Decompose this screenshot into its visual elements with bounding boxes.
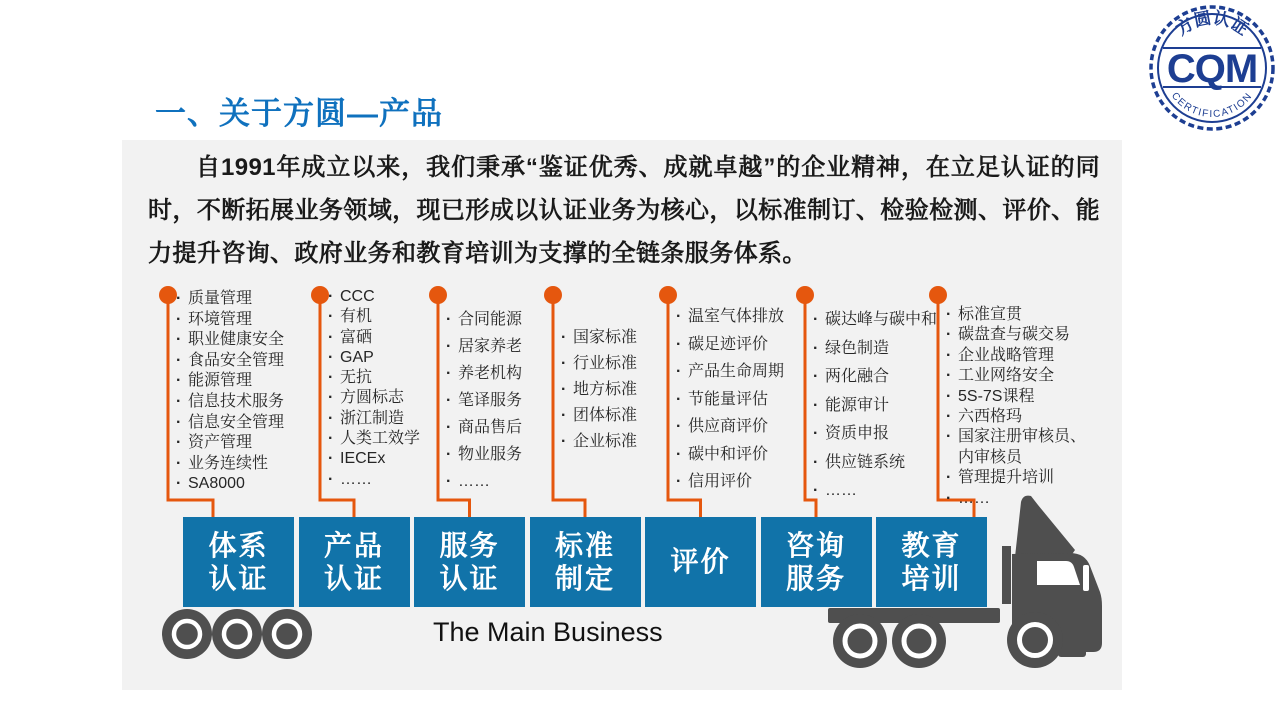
truck-cab xyxy=(1012,553,1102,652)
service-column xyxy=(175,289,325,495)
list-item: · GAP xyxy=(327,348,457,368)
business-box-label: 教育 xyxy=(901,529,962,561)
connector-dot xyxy=(929,286,947,304)
list-item: · …… xyxy=(945,489,1097,509)
service-column xyxy=(560,325,675,455)
business-box-label: 体系 xyxy=(208,529,269,561)
connector-dot xyxy=(796,286,814,304)
business-box-label: 认证 xyxy=(323,563,384,594)
front-wheels-icon xyxy=(162,609,312,659)
list-item: · 信用评价 xyxy=(675,468,810,496)
list-item: · 食品安全管理 xyxy=(175,351,325,372)
business-box xyxy=(299,517,410,607)
list-item: · 碳中和评价 xyxy=(675,441,810,469)
list-item: · 职业健康安全 xyxy=(175,330,325,351)
service-column xyxy=(945,305,1097,509)
truck-exhaust xyxy=(1002,546,1011,604)
page-title: 一、关于方圆—产品 xyxy=(155,96,443,131)
business-box-label: 认证 xyxy=(208,563,269,594)
list-item: · CCC xyxy=(327,287,457,307)
business-box-label: 标准 xyxy=(554,529,615,561)
list-item: · 温室气体排放 xyxy=(675,303,810,331)
intro-paragraph: 自1991年成立以来，我们秉承“鉴证优秀、成就卓越”的企业精神，在立足认证的同时，不断拓展业务领域，现已形成以认证业务为核心，以标准制订、检验检测、评价、能力提升咨询、政府业务和教育培训为支撑的全链条服务体系。 xyxy=(148,154,1100,267)
content-panel xyxy=(122,140,1122,690)
business-box xyxy=(414,517,525,607)
business-box-label: 认证 xyxy=(439,563,500,594)
list-item: · 供应链系统 xyxy=(812,449,962,478)
list-item: · 业务连续性 xyxy=(175,454,325,475)
main-business-caption: The Main Business xyxy=(433,617,663,647)
list-item: · 物业服务 xyxy=(445,441,570,468)
service-column xyxy=(445,306,570,495)
list-item: · 质量管理 xyxy=(175,289,325,310)
business-box xyxy=(183,517,294,607)
list-item: · 能源管理 xyxy=(175,371,325,392)
business-box-label: 咨询 xyxy=(785,529,846,561)
list-item: · 六西格玛 xyxy=(945,407,1097,427)
connector-dot xyxy=(659,286,677,304)
list-item: · 企业战略管理 xyxy=(945,346,1097,366)
logo-arc-bottom-text: CERTIFICATION xyxy=(1168,90,1256,121)
list-item: · 节能量评估 xyxy=(675,386,810,414)
business-box xyxy=(761,517,872,607)
list-item: · 碳足迹评价 xyxy=(675,331,810,359)
list-item: · 碳盘查与碳交易 xyxy=(945,325,1097,345)
truck-door-line xyxy=(1083,565,1089,591)
list-item: · 地方标准 xyxy=(560,377,675,403)
list-item: · 国家注册审核员、内审核员 xyxy=(945,427,1097,468)
list-item: · 养老机构 xyxy=(445,360,570,387)
list-item: · …… xyxy=(327,470,457,490)
service-column xyxy=(812,306,962,506)
list-item: · 国家标准 xyxy=(560,325,675,351)
cab-wheel-icon xyxy=(1007,612,1063,668)
list-item: · 合同能源 xyxy=(445,306,570,333)
list-item: · 富硒 xyxy=(327,328,457,348)
list-item: · 居家养老 xyxy=(445,333,570,360)
business-box-label: 制定 xyxy=(554,563,615,594)
list-item: · 信息技术服务 xyxy=(175,392,325,413)
list-item: · 标准宣贯 xyxy=(945,305,1097,325)
list-item: · 行业标准 xyxy=(560,351,675,377)
list-item: · 商品售后 xyxy=(445,414,570,441)
list-item: · 能源审计 xyxy=(812,392,962,421)
truck-bumper xyxy=(1058,637,1086,657)
business-box-label: 服务 xyxy=(439,529,500,561)
list-item: · 资产管理 xyxy=(175,433,325,454)
business-box xyxy=(876,517,987,607)
business-box-label: 培训 xyxy=(901,563,962,594)
truck-chassis xyxy=(828,608,1000,623)
connector-dot xyxy=(544,286,562,304)
logo-cqm-text: CQM xyxy=(1166,47,1258,91)
list-item: · IECEx xyxy=(327,449,457,469)
list-item: · 有机 xyxy=(327,307,457,327)
list-item: · 团体标准 xyxy=(560,403,675,429)
list-item: · …… xyxy=(812,477,962,506)
list-item: · 环境管理 xyxy=(175,310,325,331)
cqm-logo xyxy=(1146,2,1278,134)
rear-wheels-icon xyxy=(833,614,946,668)
list-item: · 信息安全管理 xyxy=(175,413,325,434)
business-box-label: 产品 xyxy=(323,529,384,561)
list-item: · 方圆标志 xyxy=(327,388,457,408)
list-item: · 人类工效学 xyxy=(327,429,457,449)
list-item: · 产品生命周期 xyxy=(675,358,810,386)
business-box xyxy=(645,517,756,607)
list-item: · 笔译服务 xyxy=(445,387,570,414)
list-item: · 工业网络安全 xyxy=(945,366,1097,386)
logo-arc-top-text: 方圆认证 xyxy=(1172,8,1252,40)
list-item: · 两化融合 xyxy=(812,363,962,392)
list-item: · SA8000 xyxy=(175,474,325,495)
business-box-label: 服务 xyxy=(785,563,846,594)
list-item: · 无抗 xyxy=(327,368,457,388)
list-item: · 管理提升培训 xyxy=(945,468,1097,488)
list-item: · 企业标准 xyxy=(560,429,675,455)
list-item: · 资质申报 xyxy=(812,420,962,449)
business-box xyxy=(530,517,641,607)
list-item: · 碳达峰与碳中和 xyxy=(812,306,962,335)
list-item: · …… xyxy=(445,468,570,495)
list-item: · 5S-7S课程 xyxy=(945,387,1097,407)
list-item: · 绿色制造 xyxy=(812,335,962,364)
business-box-label: 评价 xyxy=(670,546,731,578)
list-item: · 浙江制造 xyxy=(327,409,457,429)
list-item: · 供应商评价 xyxy=(675,413,810,441)
service-column xyxy=(327,287,457,490)
truck-window xyxy=(1037,561,1080,585)
service-column xyxy=(675,303,810,496)
